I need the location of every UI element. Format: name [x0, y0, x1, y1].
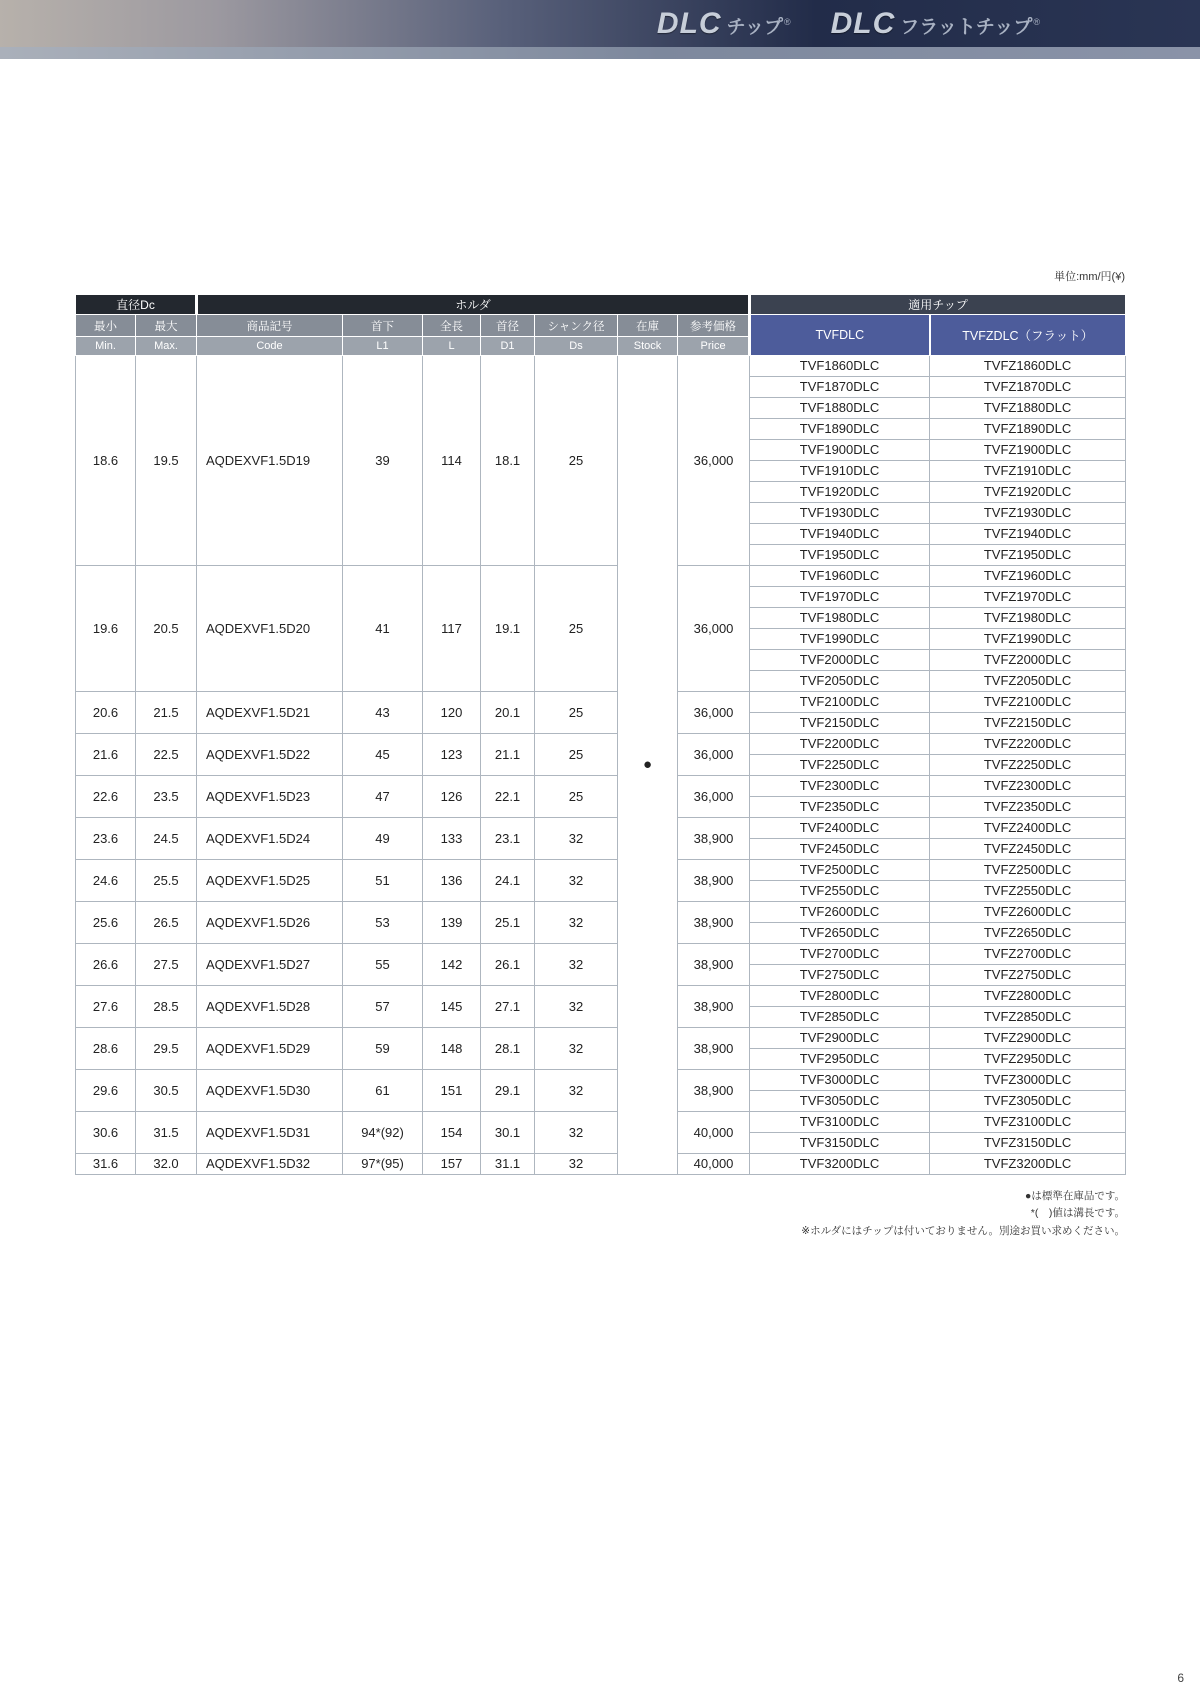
footnote-flute: *( )値は溝長です。 [1030, 1207, 1125, 1220]
chip-cell-tvfz: TVFZ1920DLC [930, 482, 1126, 503]
cell-price: 38,900 [678, 1028, 750, 1070]
chip-cell-tvfz: TVFZ1970DLC [930, 587, 1126, 608]
cell-max: 24.5 [136, 818, 197, 860]
cell-d1: 30.1 [481, 1112, 535, 1154]
chip-cell-tvf: TVF2750DLC [750, 965, 930, 986]
cell-price: 36,000 [678, 776, 750, 818]
col-header-shank-jp: シャンク径 [535, 315, 618, 337]
chip-cell-tvfz: TVFZ2250DLC [930, 755, 1126, 776]
cell-ds: 32 [535, 1070, 618, 1112]
chip-row [76, 356, 1126, 377]
footnote-chip-separate: ※ホルダにはチップは付いておりません。別途お買い求めください。 [801, 1224, 1125, 1237]
cell-l: 154 [423, 1112, 481, 1154]
cell-l: 151 [423, 1070, 481, 1112]
chip-cell-tvf: TVF1920DLC [750, 482, 930, 503]
dlc-flat-chip-logo [831, 7, 1040, 41]
cell-d1: 31.1 [481, 1154, 535, 1175]
cell-max: 21.5 [136, 692, 197, 734]
cell-min: 22.6 [76, 776, 136, 818]
chip-cell-tvf: TVF1970DLC [750, 587, 930, 608]
cell-stock: ● [618, 356, 678, 1175]
chip-row [76, 692, 1126, 713]
cell-l: 139 [423, 902, 481, 944]
chip-header-tvfzdlc: TVFZDLC（フラット） [930, 315, 1126, 356]
chip-row [76, 860, 1126, 881]
col-header-l-jp: 全長 [423, 315, 481, 337]
col-header-d1-jp: 首径 [481, 315, 535, 337]
chip-cell-tvfz: TVFZ2000DLC [930, 650, 1126, 671]
col-header-l1-jp: 首下 [343, 315, 423, 337]
cell-ds: 25 [535, 734, 618, 776]
cell-ds: 32 [535, 944, 618, 986]
cell-l1: 59 [343, 1028, 423, 1070]
chip-cell-tvfz: TVFZ3100DLC [930, 1112, 1126, 1133]
cell-ds: 32 [535, 1112, 618, 1154]
cell-d1: 21.1 [481, 734, 535, 776]
chip-header-tvfdlc: TVFDLC [750, 315, 930, 356]
footnote-stock: ●は標準在庫品です。 [1024, 1190, 1125, 1202]
cell-ds: 25 [535, 776, 618, 818]
cell-l1: 61 [343, 1070, 423, 1112]
chip-cell-tvfz: TVFZ1990DLC [930, 629, 1126, 650]
chip-cell-tvf: TVF1910DLC [750, 461, 930, 482]
cell-d1: 19.1 [481, 566, 535, 692]
chip-cell-tvf: TVF2850DLC [750, 1007, 930, 1028]
footnotes [801, 1188, 1125, 1240]
chip-cell-tvf: TVF2400DLC [750, 818, 930, 839]
cell-d1: 26.1 [481, 944, 535, 986]
cell-code: AQDEXVF1.5D23 [197, 776, 343, 818]
cell-d1: 18.1 [481, 356, 535, 566]
cell-ds: 25 [535, 692, 618, 734]
chip-row [76, 776, 1126, 797]
dlc-logo-text: DLC [656, 6, 722, 40]
col-header-min-en: Min. [76, 337, 136, 356]
chip-cell-tvf: TVF3150DLC [750, 1133, 930, 1154]
cell-code: AQDEXVF1.5D24 [197, 818, 343, 860]
cell-d1: 24.1 [481, 860, 535, 902]
chip-cell-tvf: TVF2000DLC [750, 650, 930, 671]
chip-row [76, 902, 1126, 923]
product-table [75, 294, 1126, 1175]
cell-d1: 28.1 [481, 1028, 535, 1070]
chip-cell-tvf: TVF2250DLC [750, 755, 930, 776]
cell-price: 36,000 [678, 356, 750, 566]
header-band-strip [0, 47, 1200, 59]
cell-min: 25.6 [76, 902, 136, 944]
chip-cell-tvf: TVF1900DLC [750, 440, 930, 461]
chip-cell-tvfz: TVFZ2100DLC [930, 692, 1126, 713]
cell-price: 38,900 [678, 902, 750, 944]
col-header-l1-en: L1 [343, 337, 423, 356]
cell-ds: 32 [535, 986, 618, 1028]
chip-cell-tvf: TVF1990DLC [750, 629, 930, 650]
cell-ds: 25 [535, 566, 618, 692]
cell-ds: 32 [535, 1154, 618, 1175]
cell-price: 36,000 [678, 734, 750, 776]
cell-l: 157 [423, 1154, 481, 1175]
cell-max: 19.5 [136, 356, 197, 566]
cell-price: 36,000 [678, 566, 750, 692]
chip-cell-tvfz: TVFZ2750DLC [930, 965, 1126, 986]
chip-cell-tvf: TVF3200DLC [750, 1154, 930, 1175]
cell-min: 29.6 [76, 1070, 136, 1112]
cell-l1: 57 [343, 986, 423, 1028]
cell-min: 21.6 [76, 734, 136, 776]
chip-cell-tvfz: TVFZ3200DLC [930, 1154, 1126, 1175]
col-header-price-jp: 参考価格 [678, 315, 750, 337]
registered-mark-icon: ® [784, 16, 791, 27]
col-header-shank-en: Ds [535, 337, 618, 356]
chip-cell-tvfz: TVFZ2450DLC [930, 839, 1126, 860]
registered-mark-icon: ® [1033, 16, 1040, 27]
chip-cell-tvfz: TVFZ2400DLC [930, 818, 1126, 839]
chip-cell-tvf: TVF1960DLC [750, 566, 930, 587]
cell-code: AQDEXVF1.5D30 [197, 1070, 343, 1112]
cell-code: AQDEXVF1.5D22 [197, 734, 343, 776]
cell-min: 30.6 [76, 1112, 136, 1154]
header-diameter: 直径Dc [76, 295, 197, 315]
chip-cell-tvf: TVF2600DLC [750, 902, 930, 923]
cell-price: 36,000 [678, 692, 750, 734]
chip-cell-tvf: TVF2800DLC [750, 986, 930, 1007]
cell-l: 114 [423, 356, 481, 566]
chip-cell-tvf: TVF2950DLC [750, 1049, 930, 1070]
chip-cell-tvf: TVF2450DLC [750, 839, 930, 860]
cell-l: 117 [423, 566, 481, 692]
chip-cell-tvf: TVF2050DLC [750, 671, 930, 692]
cell-max: 28.5 [136, 986, 197, 1028]
chip-cell-tvf: TVF1880DLC [750, 398, 930, 419]
chip-cell-tvfz: TVFZ2300DLC [930, 776, 1126, 797]
chip-cell-tvfz: TVFZ2950DLC [930, 1049, 1126, 1070]
col-header-max-jp: 最大 [136, 315, 197, 337]
cell-d1: 29.1 [481, 1070, 535, 1112]
cell-l1: 94*(92) [343, 1112, 423, 1154]
table-body [76, 356, 1126, 1175]
chip-cell-tvfz: TVFZ2200DLC [930, 734, 1126, 755]
chip-cell-tvfz: TVFZ2900DLC [930, 1028, 1126, 1049]
chip-cell-tvf: TVF1930DLC [750, 503, 930, 524]
chip-cell-tvfz: TVFZ2700DLC [930, 944, 1126, 965]
page-number: 6 [1177, 1671, 1184, 1685]
cell-min: 19.6 [76, 566, 136, 692]
chip-row [76, 1028, 1126, 1049]
table-head [76, 295, 1126, 356]
cell-max: 27.5 [136, 944, 197, 986]
chip-cell-tvf: TVF1980DLC [750, 608, 930, 629]
cell-l1: 49 [343, 818, 423, 860]
header-chips: 適用チップ [750, 295, 1126, 315]
subheader-jp-row [76, 315, 1126, 337]
chip-row [76, 1154, 1126, 1175]
col-header-code-jp: 商品記号 [197, 315, 343, 337]
cell-ds: 25 [535, 356, 618, 566]
chip-row [76, 1112, 1126, 1133]
header-holder: ホルダ [197, 295, 750, 315]
chip-cell-tvfz: TVFZ1960DLC [930, 566, 1126, 587]
chip-row [76, 944, 1126, 965]
cell-l: 133 [423, 818, 481, 860]
cell-l1: 53 [343, 902, 423, 944]
header-band-top [0, 0, 1200, 47]
cell-l1: 41 [343, 566, 423, 692]
cell-d1: 25.1 [481, 902, 535, 944]
chip-cell-tvf: TVF3050DLC [750, 1091, 930, 1112]
cell-ds: 32 [535, 1028, 618, 1070]
chip-cell-tvfz: TVFZ1930DLC [930, 503, 1126, 524]
cell-min: 28.6 [76, 1028, 136, 1070]
chip-cell-tvfz: TVFZ1980DLC [930, 608, 1126, 629]
chip-cell-tvfz: TVFZ2800DLC [930, 986, 1126, 1007]
chip-cell-tvf: TVF1940DLC [750, 524, 930, 545]
chip-row [76, 1070, 1126, 1091]
cell-l1: 97*(95) [343, 1154, 423, 1175]
cell-code: AQDEXVF1.5D31 [197, 1112, 343, 1154]
col-header-d1-en: D1 [481, 337, 535, 356]
chip-cell-tvfz: TVFZ1940DLC [930, 524, 1126, 545]
cell-l: 148 [423, 1028, 481, 1070]
col-header-l-en: L [423, 337, 481, 356]
cell-l1: 51 [343, 860, 423, 902]
cell-d1: 22.1 [481, 776, 535, 818]
group-header-row [76, 295, 1126, 315]
chip-cell-tvf: TVF1860DLC [750, 356, 930, 377]
chip-cell-tvf: TVF2700DLC [750, 944, 930, 965]
chip-cell-tvf: TVF3100DLC [750, 1112, 930, 1133]
cell-code: AQDEXVF1.5D21 [197, 692, 343, 734]
cell-ds: 32 [535, 860, 618, 902]
header-band [0, 0, 1200, 59]
dlc-flat-logo-text: DLC [830, 6, 896, 40]
chip-cell-tvf: TVF1950DLC [750, 545, 930, 566]
cell-l1: 55 [343, 944, 423, 986]
cell-l: 145 [423, 986, 481, 1028]
col-header-code-en: Code [197, 337, 343, 356]
col-header-stock-jp: 在庫 [618, 315, 678, 337]
chip-cell-tvfz: TVFZ2150DLC [930, 713, 1126, 734]
cell-l: 123 [423, 734, 481, 776]
chip-cell-tvfz: TVFZ3050DLC [930, 1091, 1126, 1112]
chip-cell-tvf: TVF2500DLC [750, 860, 930, 881]
cell-price: 38,900 [678, 986, 750, 1028]
cell-min: 20.6 [76, 692, 136, 734]
chip-cell-tvfz: TVFZ1950DLC [930, 545, 1126, 566]
cell-d1: 23.1 [481, 818, 535, 860]
cell-d1: 20.1 [481, 692, 535, 734]
cell-min: 27.6 [76, 986, 136, 1028]
cell-max: 30.5 [136, 1070, 197, 1112]
cell-l1: 39 [343, 356, 423, 566]
cell-ds: 32 [535, 902, 618, 944]
cell-max: 29.5 [136, 1028, 197, 1070]
chip-row [76, 986, 1126, 1007]
unit-note: 単位:mm/円(¥) [1054, 271, 1125, 283]
col-header-min-jp: 最小 [76, 315, 136, 337]
chip-cell-tvfz: TVFZ3150DLC [930, 1133, 1126, 1154]
cell-price: 40,000 [678, 1154, 750, 1175]
chip-cell-tvfz: TVFZ2500DLC [930, 860, 1126, 881]
chip-cell-tvfz: TVFZ1870DLC [930, 377, 1126, 398]
cell-code: AQDEXVF1.5D19 [197, 356, 343, 566]
cell-min: 31.6 [76, 1154, 136, 1175]
col-header-max-en: Max. [136, 337, 197, 356]
cell-max: 25.5 [136, 860, 197, 902]
chip-row [76, 734, 1126, 755]
cell-max: 26.5 [136, 902, 197, 944]
cell-min: 24.6 [76, 860, 136, 902]
cell-code: AQDEXVF1.5D32 [197, 1154, 343, 1175]
chip-cell-tvf: TVF2900DLC [750, 1028, 930, 1049]
cell-max: 31.5 [136, 1112, 197, 1154]
chip-cell-tvf: TVF3000DLC [750, 1070, 930, 1091]
chip-cell-tvf: TVF2300DLC [750, 776, 930, 797]
cell-price: 38,900 [678, 944, 750, 986]
chip-cell-tvfz: TVFZ3000DLC [930, 1070, 1126, 1091]
cell-code: AQDEXVF1.5D20 [197, 566, 343, 692]
chip-cell-tvfz: TVFZ1860DLC [930, 356, 1126, 377]
cell-max: 32.0 [136, 1154, 197, 1175]
cell-min: 18.6 [76, 356, 136, 566]
cell-code: AQDEXVF1.5D29 [197, 1028, 343, 1070]
chip-cell-tvf: TVF2200DLC [750, 734, 930, 755]
cell-l1: 43 [343, 692, 423, 734]
chip-cell-tvfz: TVFZ2350DLC [930, 797, 1126, 818]
dlc-flat-logo-suffix: フラットチップ [900, 16, 1033, 38]
chip-cell-tvfz: TVFZ1900DLC [930, 440, 1126, 461]
cell-d1: 27.1 [481, 986, 535, 1028]
cell-l: 142 [423, 944, 481, 986]
cell-max: 22.5 [136, 734, 197, 776]
cell-code: AQDEXVF1.5D28 [197, 986, 343, 1028]
cell-ds: 32 [535, 818, 618, 860]
col-header-price-en: Price [678, 337, 750, 356]
chip-cell-tvfz: TVFZ2550DLC [930, 881, 1126, 902]
chip-cell-tvfz: TVFZ2600DLC [930, 902, 1126, 923]
chip-cell-tvf: TVF2650DLC [750, 923, 930, 944]
cell-min: 26.6 [76, 944, 136, 986]
chip-cell-tvf: TVF2350DLC [750, 797, 930, 818]
cell-code: AQDEXVF1.5D26 [197, 902, 343, 944]
cell-price: 38,900 [678, 860, 750, 902]
cell-l1: 45 [343, 734, 423, 776]
cell-l: 126 [423, 776, 481, 818]
cell-min: 23.6 [76, 818, 136, 860]
cell-max: 20.5 [136, 566, 197, 692]
cell-price: 38,900 [678, 818, 750, 860]
chip-cell-tvfz: TVFZ1890DLC [930, 419, 1126, 440]
chip-cell-tvfz: TVFZ1910DLC [930, 461, 1126, 482]
chip-cell-tvf: TVF1890DLC [750, 419, 930, 440]
chip-row [76, 566, 1126, 587]
cell-max: 23.5 [136, 776, 197, 818]
col-header-stock-en: Stock [618, 337, 678, 356]
cell-price: 40,000 [678, 1112, 750, 1154]
cell-l1: 47 [343, 776, 423, 818]
chip-row [76, 818, 1126, 839]
cell-price: 38,900 [678, 1070, 750, 1112]
chip-cell-tvf: TVF1870DLC [750, 377, 930, 398]
cell-code: AQDEXVF1.5D27 [197, 944, 343, 986]
chip-cell-tvfz: TVFZ2850DLC [930, 1007, 1126, 1028]
chip-cell-tvf: TVF2550DLC [750, 881, 930, 902]
cell-l: 120 [423, 692, 481, 734]
dlc-chip-logo [657, 7, 791, 41]
chip-cell-tvf: TVF2100DLC [750, 692, 930, 713]
chip-cell-tvfz: TVFZ2650DLC [930, 923, 1126, 944]
chip-cell-tvfz: TVFZ1880DLC [930, 398, 1126, 419]
dlc-logo-suffix: チップ [726, 16, 783, 38]
cell-l: 136 [423, 860, 481, 902]
chip-cell-tvfz: TVFZ2050DLC [930, 671, 1126, 692]
chip-cell-tvf: TVF2150DLC [750, 713, 930, 734]
cell-code: AQDEXVF1.5D25 [197, 860, 343, 902]
